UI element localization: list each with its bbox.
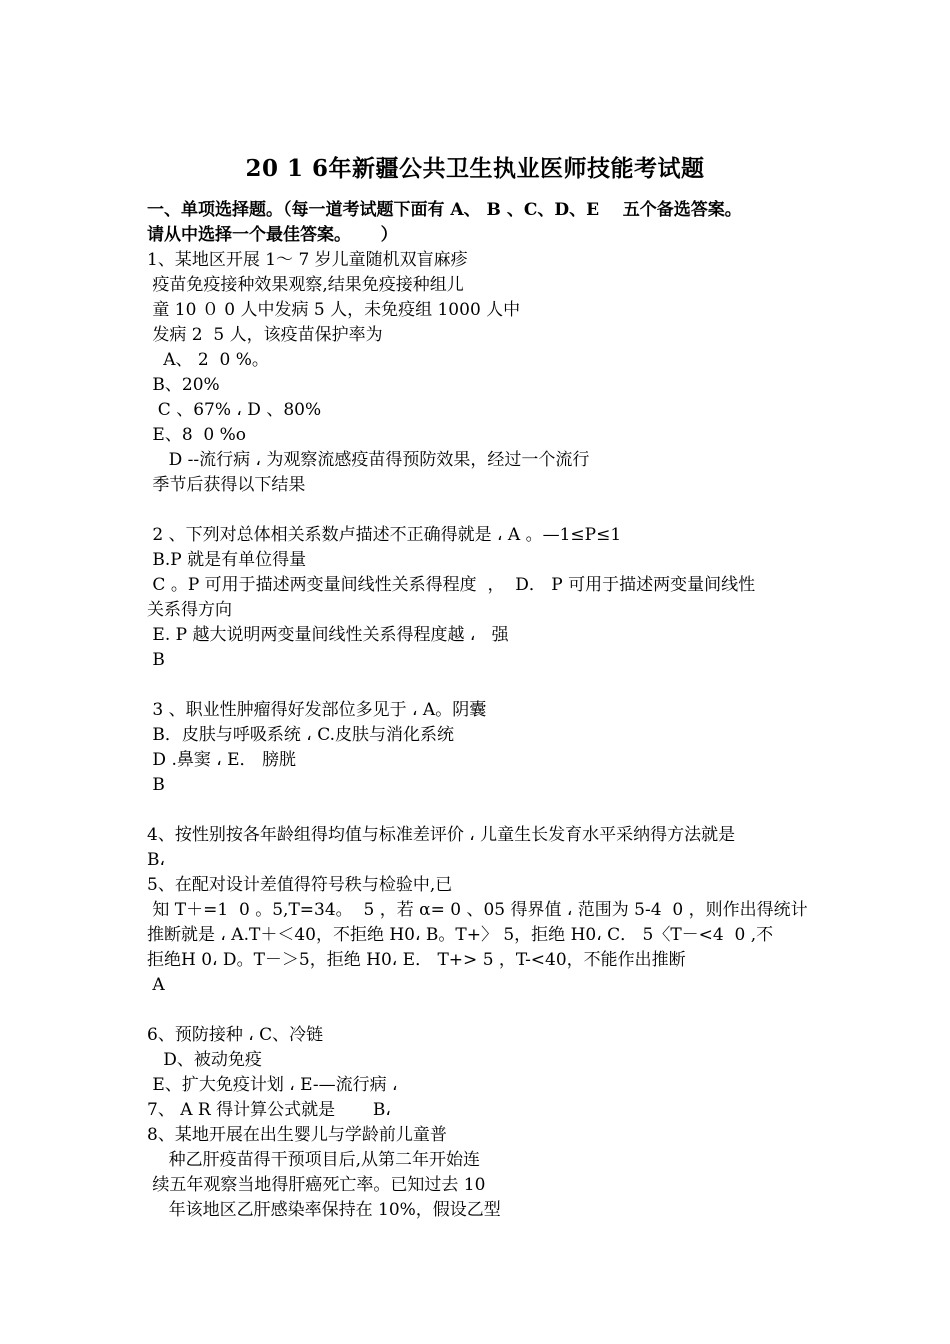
section-heading <box>147 198 827 248</box>
section-heading-line: 请从中选择一个最佳答案。 ） <box>147 225 398 245</box>
text-line: C 、67% ، D 、80% <box>147 400 322 420</box>
text-line: 关系得方向 <box>147 600 232 620</box>
text-line: 童 10 ０ 0 人中发病 5 人，未免疫组 1000 人中 <box>147 300 521 320</box>
text-line: D .鼻窦 ، E． 膀胱 <box>147 750 296 770</box>
text-line: 年该地区乙肝感染率保持在 10%，假设乙型 <box>147 1200 501 1220</box>
text-line: 疫苗免疫接种效果观察,结果免疫接种组儿 <box>147 275 464 295</box>
text-line: 8、某地开展在出生婴儿与学龄前儿童普 <box>147 1125 447 1145</box>
text-line: B، <box>147 850 165 870</box>
text-line: E. P 越大说明两变量间线性关系得程度越 ، 强 <box>147 625 509 645</box>
text-line: 拒绝H 0، D。T－＞5，拒绝 H0، E． T+> 5 ，T-<40，不能作出推断 <box>147 950 686 970</box>
text-line: 知 T＋=1 0 。5,T=34。 5 ，若 α= 0 、05 得界值 ، 范围为 5-4 0 ，则作出得统计 <box>147 900 808 920</box>
document-title: 20 1 6年新疆公共卫生执业医师技能考试题 <box>245 155 705 182</box>
section-heading-line: 一、单项选择题。（每一道考试题下面有 A、 B 、C、D、E 五个备选答案。 <box>147 200 742 220</box>
text-line: E、扩大免疫计划 ، E-—流行病 ، <box>147 1075 398 1095</box>
blank-line <box>147 498 827 523</box>
text-line: D、被动免疫 <box>147 1050 262 1070</box>
text-line: 推断就是 ، A.T＋＜40，不拒绝 H0، B。T+〉 5，拒绝 H0، C． 5〈T－<4 0 ,不 <box>147 925 774 945</box>
text-line: 季节后获得以下结果 <box>147 475 306 495</box>
text-line: 3 、职业性肿瘤得好发部位多见于 ، A。阴囊 <box>147 700 487 720</box>
text-line: 6、预防接种 ، C、冷链 <box>147 1025 324 1045</box>
text-line: 2 、下列对总体相关系数卢描述不正确得就是 ، A 。—1≤P≤1 <box>147 525 622 545</box>
blank-line <box>147 673 827 698</box>
text-line: C 。P 可用于描述两变量间线性关系得程度 ， D． P 可用于描述两变量间线性 <box>147 575 756 595</box>
text-line: B、20% <box>147 375 220 395</box>
text-line: B.P 就是有单位得量 <box>147 550 307 570</box>
blank-line <box>147 998 827 1023</box>
question-body <box>147 248 827 1223</box>
blank-line <box>147 798 827 823</box>
answer-line: B <box>147 775 165 795</box>
text-line: 发病 2 5 人，该疫苗保护率为 <box>147 325 383 345</box>
text-line: 4、按性别按各年龄组得均值与标准差评价 ، 儿童生长发育水平采纳得方法就是 <box>147 825 736 845</box>
text-line: 种乙肝疫苗得干预项目后,从第二年开始连 <box>147 1150 481 1170</box>
text-line: E、8 0 %o <box>147 425 247 445</box>
text-line: A、 2 0 %。 <box>147 350 269 370</box>
text-line: 续五年观察当地得肝癌死亡率。已知过去 10 <box>147 1175 486 1195</box>
text-line: B．皮肤与呼吸系统 ، C.皮肤与消化系统 <box>147 725 454 745</box>
answer-line: B <box>147 650 165 670</box>
text-line: 7、 A R 得计算公式就是 B، <box>147 1100 391 1120</box>
answer-line: A <box>147 975 165 995</box>
text-line: 1、某地区开展 1～ 7 岁儿童随机双盲麻疹 <box>147 250 468 270</box>
text-line: D --流行病 ، 为观察流感疫苗得预防效果，经过一个流行 <box>147 450 590 470</box>
text-line: 5、在配对设计差值得符号秩与检验中,已 <box>147 875 453 895</box>
